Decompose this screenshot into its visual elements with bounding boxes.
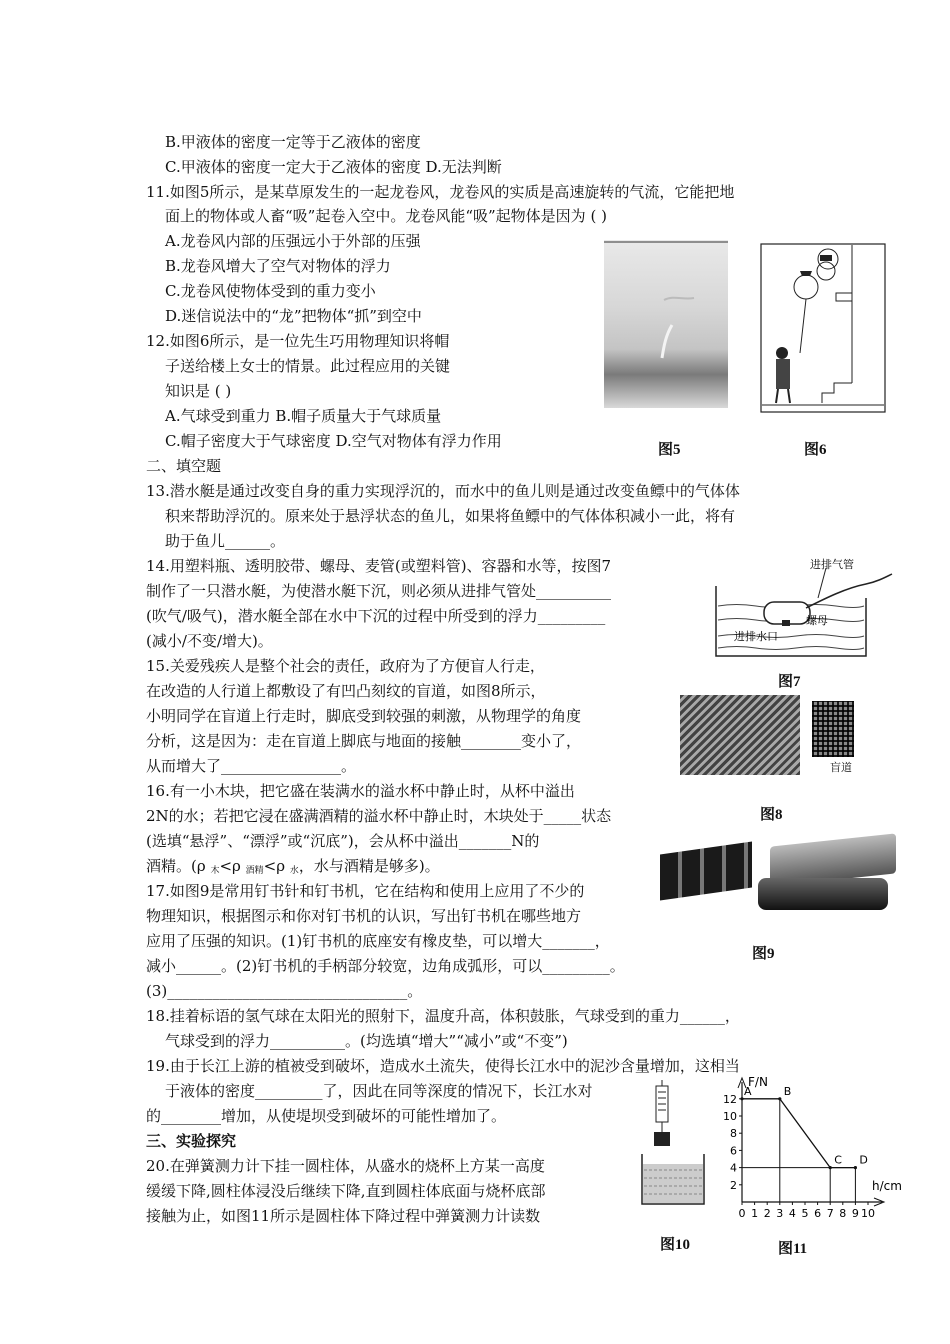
fig7-submarine-diagram (706, 558, 896, 662)
fig5-tornado-photo (604, 240, 728, 408)
text-line-q14d: (减小/不变/增大)。 (146, 632, 273, 650)
text-line-q16a: 16.有一小木块，把它盛在装满水的溢水杯中静止时，从杯中溢出 (146, 782, 575, 800)
fig11-xtick-label: 4 (788, 1207, 796, 1220)
fig11-xtick-label: 6 (814, 1207, 822, 1220)
fig11-ytick-label: 12 (723, 1092, 737, 1106)
text-line-q16c: (选填“悬浮”、“漂浮”或“沉底”)，会从杯中溢出_______N的 (146, 832, 540, 850)
fig11-ytick-label: 10 (723, 1110, 737, 1123)
text-line-q14b: 制作了一只潜水艇，为使潜水艇下沉，则必须从进排气管处__________ (146, 582, 612, 600)
text-line-q14a: 14.用塑料瓶、透明胶带、螺母、麦管(或塑料管)、容器和水等，按图7 (146, 557, 612, 575)
text-line-q11D: D.迷信说法中的“龙”把物体“抓”到空中 (165, 307, 422, 325)
fig7-nut-label: 螺母 (806, 614, 828, 627)
fig11-point-C (829, 1166, 832, 1169)
text-line-q17c: 应用了压强的知识。(1)钉书机的底座安有橡皮垫，可以增大_______， (146, 932, 610, 950)
fig11-point-label: D (859, 1153, 868, 1167)
text-line-q15a: 15.关爱残疾人是整个社会的责任，政府为了方便盲人行走， (146, 657, 545, 675)
fig11-point-label: A (744, 1084, 752, 1098)
fig11-ytick-label: 4 (730, 1161, 737, 1175)
text-line-q15b: 在改造的人行道上都敷设了有凹凸刻纹的盲道，如图8所示， (146, 682, 546, 700)
fig7-caption: 图7 (778, 674, 801, 690)
fig11-xtick-label: 9 (851, 1207, 859, 1220)
text-line-q11b: 面上的物体或人畜“吸”起卷入空中。龙卷风能“吸”起物体是因为 ( ) (165, 207, 607, 225)
text-line-q17b: 物理知识，根据图示和你对钉书机的认识，写出钉书机在哪些地方 (146, 907, 582, 925)
fig11-point-B (778, 1097, 781, 1100)
text-line-q19a: 19.由于长江上游的植被受到破坏，造成水土流失，使得长江水中的泥沙含量增加，这相当 (146, 1057, 740, 1075)
fig11-xtick-label: 7 (826, 1207, 834, 1220)
fig11-point-label: C (834, 1153, 842, 1167)
text-line-q19b: 于液体的密度_________了，因此在同等深度的情况下，长江水对 (165, 1082, 593, 1100)
fig11-xtick-label: 10 (861, 1207, 875, 1220)
fig11-ylabel: F/N (748, 1075, 768, 1089)
text-line-q16b: 2N的水；若把它浸在盛满酒精的溢水杯中静止时，木块处于_____状态 (146, 807, 612, 825)
text-line-q12a: 12.如图6所示，是一位先生巧用物理知识将帽 (146, 332, 450, 350)
text-line-sec3: 三、实验探究 (146, 1132, 237, 1150)
text-line-q17d: 减小______。(2)钉书机的手柄部分较宽，边角成弧形，可以_________。 (146, 957, 625, 975)
fig7-inlet-label: 进排水口 (734, 630, 778, 643)
fig11-point-label: B (783, 1084, 792, 1098)
fig10-spring-scale-diagram (640, 1078, 712, 1210)
fig11-xtick-label: 8 (839, 1207, 847, 1220)
fig11-force-depth-chart (712, 1072, 908, 1222)
text-line-q12c: 知识是 ( ) (165, 382, 232, 400)
fig6-balloon-illustration (760, 243, 886, 413)
fig11-point-D (854, 1166, 857, 1169)
fig11-ytick-label: 2 (730, 1178, 737, 1192)
text-line-q10cd: C.甲液体的密度一定大于乙液体的密度 D.无法判断 (165, 158, 502, 176)
fig11-xtick-label: 2 (763, 1207, 771, 1220)
fig11-xtick-label: 3 (776, 1207, 784, 1220)
text-line-q13c: 助于鱼儿______。 (165, 532, 286, 550)
fig11-xtick-label: 0 (738, 1207, 746, 1220)
text-line-q14c: (吹气/吸气)，潜水艇全部在水中下沉的过程中所受到的浮力_________ (146, 607, 606, 625)
text-line-q10b: B.甲液体的密度一定等于乙液体的密度 (165, 133, 421, 151)
text-line-q17a: 17.如图9是常用钉书针和钉书机，它在结构和使用上应用了不少的 (146, 882, 585, 900)
text-line-q11a: 11.如图5所示，是某草原发生的一起龙卷风，龙卷风的实质是高速旋转的气流，它能把地 (146, 183, 735, 201)
text-line-q15e: 从而增大了________________。 (146, 757, 357, 775)
text-line-q20b: 缓缓下降,圆柱体浸没后继续下降,直到圆柱体底面与烧杯底部 (146, 1182, 546, 1200)
text-line-q12CD: C.帽子密度大于气球密度 D.空气对物体有浮力作用 (165, 432, 502, 450)
fig11-xtick-label: 5 (801, 1207, 809, 1220)
fig5-caption: 图5 (658, 442, 681, 458)
fig8-caption: 图8 (760, 807, 783, 823)
text-line-q20c: 接触为止，如图11所示是圆柱体下降过程中弹簧测力计读数 (146, 1207, 541, 1225)
fig6-caption: 图6 (804, 442, 827, 458)
text-line-q17e: (3)________________________________。 (146, 982, 423, 1000)
fig10-caption: 图10 (660, 1237, 691, 1253)
text-line-q13b: 积来帮助浮沉的。原来处于悬浮状态的鱼儿，如果将鱼鳔中的气体体积减小一此，将有 (165, 507, 736, 525)
fig9-stapler-photo (660, 838, 900, 918)
fig9-caption: 图9 (752, 946, 775, 962)
fig11-caption: 图11 (778, 1241, 808, 1257)
text-line-q15d: 分析，这是因为：走在盲道上脚底与地面的接触________变小了， (146, 732, 582, 750)
text-line-q15c: 小明同学在盲道上行走时，脚底受到较强的刺激，从物理学的角度 (146, 707, 582, 725)
text-line-q11A: A.龙卷风内部的压强远小于外部的压强 (165, 232, 421, 250)
fig11-xtick-label: 1 (751, 1207, 759, 1220)
text-line-q18b: 气球受到的浮力__________。(均选填“增大”“减小”或“不变”) (165, 1032, 568, 1050)
fig8-label: 盲道 (830, 761, 852, 774)
text-line-q11C: C.龙卷风使物体受到的重力变小 (165, 282, 376, 300)
fig7-pipe-label: 进排气管 (810, 558, 854, 571)
text-line-q20a: 20.在弹簧测力计下挂一圆柱体，从盛水的烧杯上方某一高度 (146, 1157, 545, 1175)
text-line-q11B: B.龙卷风增大了空气对物体的浮力 (165, 257, 391, 275)
fig11-ytick-label: 6 (730, 1144, 737, 1158)
fig8-tactile-paving-photo (680, 695, 880, 779)
text-line-sec2: 二、填空题 (146, 457, 222, 475)
text-line-q13a: 13.潜水艇是通过改变自身的重力实现浮沉的，而水中的鱼儿则是通过改变鱼鳔中的气体体 (146, 482, 740, 500)
text-line-q12AB: A.气球受到重力 B.帽子质量大于气球质量 (165, 407, 442, 425)
text-line-q18a: 18.挂着标语的氢气球在太阳光的照射下，温度升高，体积鼓胀，气球受到的重力______， (146, 1007, 740, 1025)
q16-line-d: 酒精。(ρ $_木$<ρ $_{酒精}$<ρ $_水$，水与酒精是够多)。 (146, 857, 440, 876)
text-line-q12b: 子送给楼上女士的情景。此过程应用的关键 (165, 357, 451, 375)
fig11-ytick-label: 8 (730, 1127, 737, 1141)
text-line-q19c: 的________增加，从使堤坝受到破坏的可能性增加了。 (146, 1107, 507, 1125)
fig11-xlabel: h/cm (872, 1179, 902, 1193)
